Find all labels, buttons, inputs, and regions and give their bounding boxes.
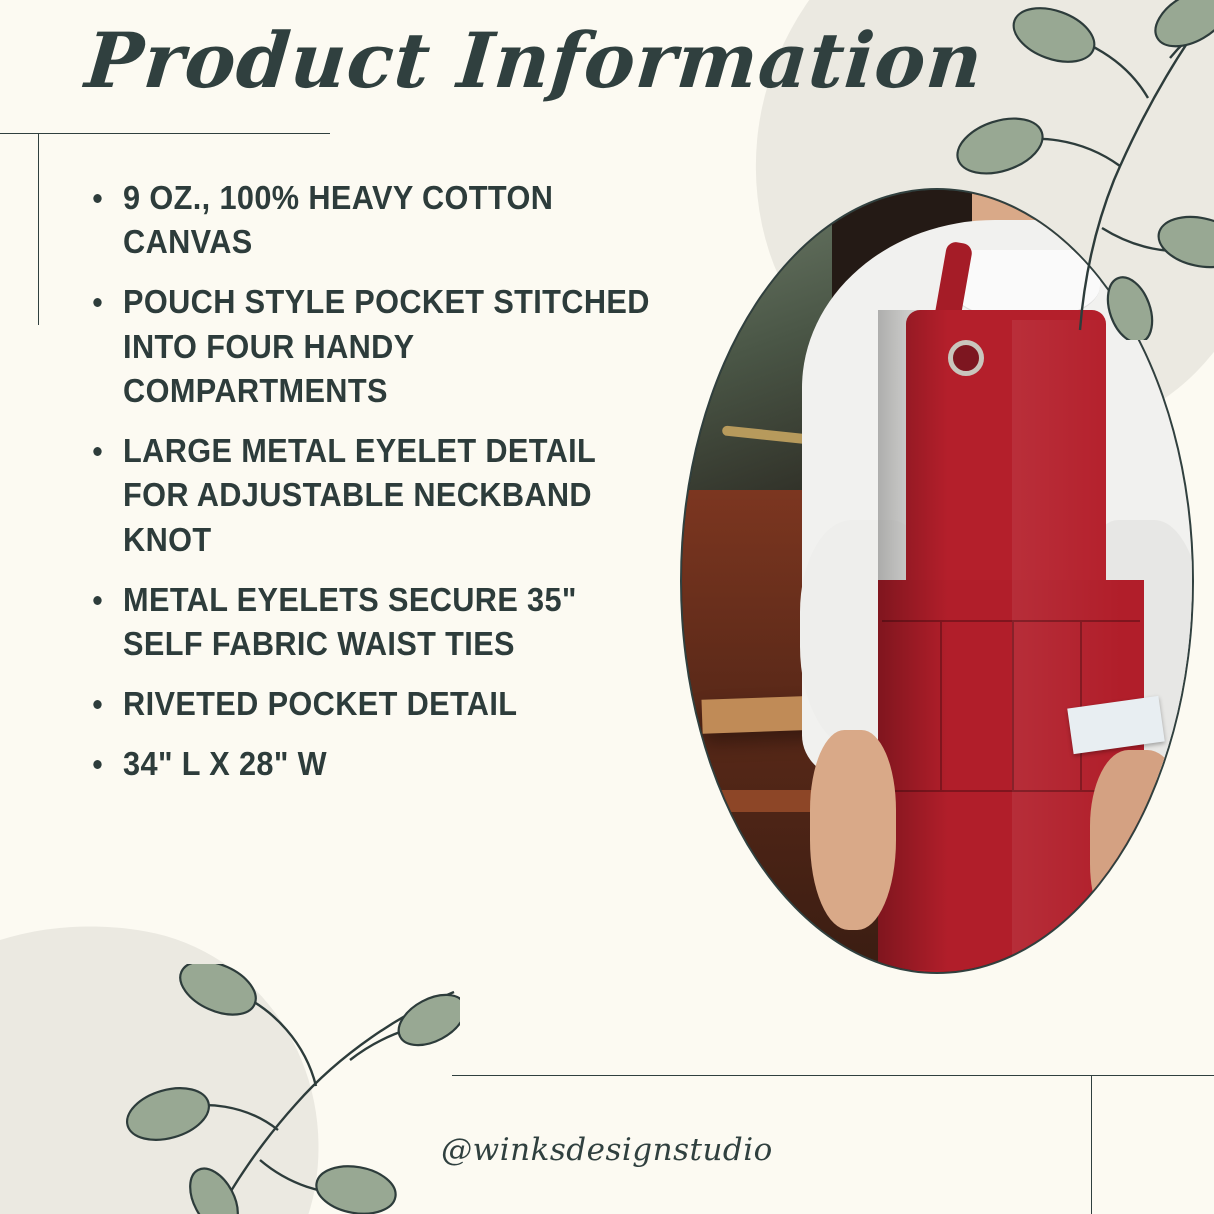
model-forearm-left xyxy=(810,730,896,930)
feature-list xyxy=(84,176,704,803)
leaf-sprig-icon xyxy=(934,0,1214,340)
list-item: 9 OZ., 100% HEAVY COTTON CANVAS xyxy=(84,176,661,264)
list-item: 34" L X 28" W xyxy=(84,742,661,786)
leaf-sprig-icon xyxy=(110,964,460,1214)
corner-rule-bottom xyxy=(452,1075,1214,1076)
list-item: METAL EYELETS SECURE 35" SELF FABRIC WAIST TIES xyxy=(84,578,661,666)
social-handle: @winksdesignstudio xyxy=(441,1132,773,1168)
apron-pocket-divider xyxy=(940,622,942,790)
page-title: Product Information xyxy=(82,16,987,105)
apron-pocket-seam xyxy=(882,620,1140,622)
apron-eyelet xyxy=(948,340,984,376)
corner-rule-top xyxy=(0,133,330,134)
list-item: LARGE METAL EYELET DETAIL FOR ADJUSTABLE NECKBAND KNOT xyxy=(84,429,661,562)
list-item: POUCH STYLE POCKET STITCHED INTO FOUR HANDY COMPARTMENTS xyxy=(84,280,661,413)
corner-rule-top-vertical xyxy=(38,133,39,325)
apron-pocket-divider xyxy=(1012,622,1014,790)
list-item: RIVETED POCKET DETAIL xyxy=(84,682,661,726)
model-forearm-right xyxy=(1090,750,1186,940)
